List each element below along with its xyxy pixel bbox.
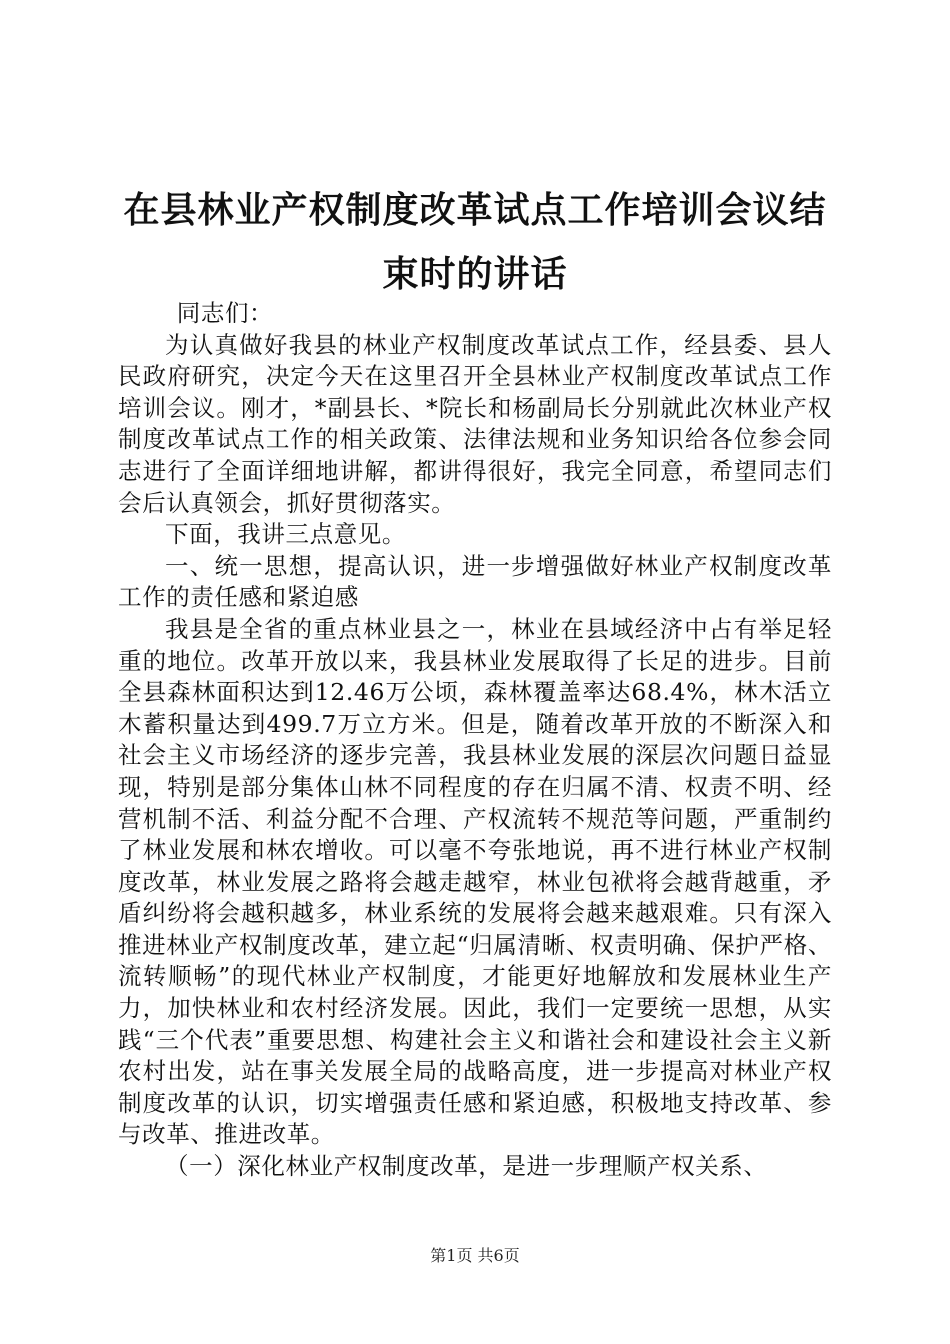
transition-paragraph: 下面，我讲三点意见。 <box>165 520 406 549</box>
page-number-footer: 第1页 共6页 <box>430 1246 520 1265</box>
subsection-heading-1: （一）深化林业产权制度改革，是进一步理顺产权关系、 <box>165 1152 768 1181</box>
body-paragraph: 我县是全省的重点林业县之一，林业在县域经济中占有举足轻重的地位。改革开放以来，我县林业发展取得了长足的进步。目前全县森林面积达到12.46万公顷，森林覆盖率达68.4%，林木活立木蓄积量达到499.7万立方米。但是，随着改革开放的不断深入和社会主义市场经济的逐步完善，我县林业发展的深层次问题日益显现，特别是部分集体山林不同程度的存在归属不清、权责不明、经营机制不活、利益分配不合理、产权流转不规范等问题，严重制约了林业发展和林农增收。可以毫不夸张地说，再不进行林业产权制度改革，林业发展之路将会越走越窄，林业包袱将会越背越重，矛盾纠纷将会越积越多，林业系统的发展将会越来越艰难。只有深入推进林业产权制度改革，建立起“归属清晰、权责明确、保护严格、流转顺畅”的现代林业产权制度，才能更好地解放和发展林业生产力，加快林业和农村经济发展。因此，我们一定要统一思想，从实践“三个代表”重要思想、构建社会主义和谐社会和建设社会主义新农村出发，站在事关发展全局的战略高度，进一步提高对林业产权制度改革的认识，切实增强责任感和紧迫感，积极地支持改革、参与改革、推进改革。 <box>118 614 832 1149</box>
section-heading-1: 一、统一思想，提高认识，进一步增强做好林业产权制度改革工作的责任感和紧迫感 <box>118 551 832 612</box>
greeting-paragraph: 同志们： <box>176 299 274 327</box>
intro-paragraph: 为认真做好我县的林业产权制度改革试点工作，经县委、县人民政府研究，决定今天在这里召开全县林业产权制度改革试点工作培训会议。刚才，*副县长、*院长和杨副局长分别就此次林业产权制度改革试点工作的相关政策、法律法规和业务知识给各位参会同志进行了全面详细地讲解，都讲得很好，我完全同意，希望同志们会后认真领会，抓好贯彻落实。 <box>118 330 832 517</box>
document-title: 在县林业产权制度改革试点工作培训会议结束时的讲话 <box>123 189 827 295</box>
document-body <box>118 298 832 1183</box>
